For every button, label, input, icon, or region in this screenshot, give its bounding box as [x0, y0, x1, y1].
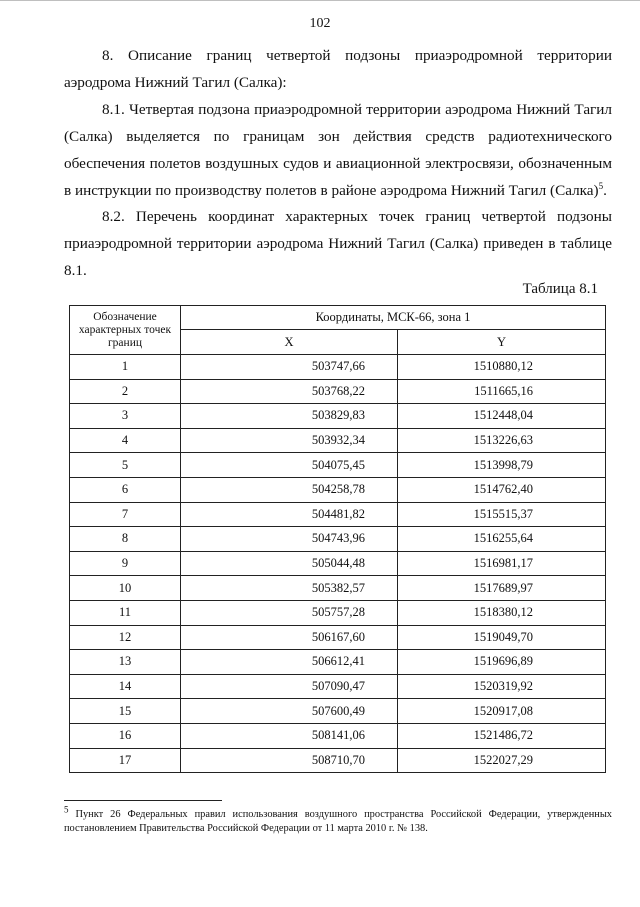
table-row — [70, 477, 606, 502]
cell-y: 1521486,72 — [398, 723, 606, 748]
cell-x: 503747,66 — [181, 355, 398, 380]
cell-x: 503829,83 — [181, 404, 398, 429]
header-y: Y — [398, 330, 606, 355]
table-row — [70, 723, 606, 748]
cell-y: 1516255,64 — [398, 527, 606, 552]
table-row — [70, 600, 606, 625]
cell-x: 508141,06 — [181, 723, 398, 748]
paragraph-8-heading — [64, 42, 612, 96]
paragraph-tail: . — [603, 182, 607, 199]
cell-y: 1520917,08 — [398, 699, 606, 724]
table-row — [70, 428, 606, 453]
table-body — [70, 355, 606, 773]
cell-point-number: 8 — [70, 527, 181, 552]
paragraph-text: 8.2. Перечень координат характерных точек границ четвертой подзоны приаэродромной территории аэродрома Нижний Тагил (Салка) приведен в таблице 8.1. — [64, 208, 612, 279]
coordinates-table — [69, 305, 606, 773]
table-row — [70, 453, 606, 478]
page-number: 102 — [309, 16, 331, 31]
cell-y: 1518380,12 — [398, 600, 606, 625]
table-row — [70, 650, 606, 675]
cell-x: 504481,82 — [181, 502, 398, 527]
cell-y: 1513998,79 — [398, 453, 606, 478]
cell-y: 1520319,92 — [398, 674, 606, 699]
paragraph-text: 8.1. Четвертая подзона приаэродромной территории аэродрома Нижний Тагил (Салка) выделяется по границам зон действия средств радиотехнического обеспечения полетов воздушных судов и авиационной электросвязи, обозначенным в инструкции по производству полетов в районе аэродрома Нижний Тагил (Салка) — [64, 101, 612, 199]
cell-x: 508710,70 — [181, 748, 398, 773]
paragraph-8-2 — [64, 203, 612, 284]
cell-y: 1511665,16 — [398, 379, 606, 404]
cell-point-number: 1 — [70, 355, 181, 380]
table-row — [70, 527, 606, 552]
header-x: X — [181, 330, 398, 355]
cell-point-number: 4 — [70, 428, 181, 453]
table-row — [70, 625, 606, 650]
cell-y: 1519049,70 — [398, 625, 606, 650]
cell-point-number: 15 — [70, 699, 181, 724]
cell-y: 1516981,17 — [398, 551, 606, 576]
cell-point-number: 10 — [70, 576, 181, 601]
cell-point-number: 9 — [70, 551, 181, 576]
table-row — [70, 748, 606, 773]
cell-y: 1522027,29 — [398, 748, 606, 773]
table-row — [70, 576, 606, 601]
cell-y: 1513226,63 — [398, 428, 606, 453]
cell-point-number: 7 — [70, 502, 181, 527]
cell-point-number: 2 — [70, 379, 181, 404]
cell-x: 504743,96 — [181, 527, 398, 552]
cell-point-number: 17 — [70, 748, 181, 773]
table-row — [70, 674, 606, 699]
table-row — [70, 379, 606, 404]
header-point-designation: Обозначение характерных точек границ — [70, 306, 181, 355]
cell-x: 506167,60 — [181, 625, 398, 650]
cell-y: 1512448,04 — [398, 404, 606, 429]
table-row — [70, 404, 606, 429]
cell-point-number: 3 — [70, 404, 181, 429]
cell-y: 1519696,89 — [398, 650, 606, 675]
cell-x: 507090,47 — [181, 674, 398, 699]
cell-point-number: 16 — [70, 723, 181, 748]
cell-x: 503932,34 — [181, 428, 398, 453]
footnote-reference[interactable]: 5 — [598, 180, 604, 191]
cell-x: 503768,22 — [181, 379, 398, 404]
table-row — [70, 502, 606, 527]
cell-point-number: 14 — [70, 674, 181, 699]
cell-y: 1510880,12 — [398, 355, 606, 380]
cell-x: 506612,41 — [181, 650, 398, 675]
cell-y: 1514762,40 — [398, 477, 606, 502]
cell-point-number: 5 — [70, 453, 181, 478]
table-row — [70, 699, 606, 724]
footnote-marker: 5 — [64, 804, 69, 815]
cell-x: 507600,49 — [181, 699, 398, 724]
cell-x: 504075,45 — [181, 453, 398, 478]
cell-point-number: 12 — [70, 625, 181, 650]
cell-x: 504258,78 — [181, 477, 398, 502]
cell-x: 505757,28 — [181, 600, 398, 625]
table-row — [70, 551, 606, 576]
paragraph-8-1 — [64, 96, 612, 204]
footnote — [64, 804, 612, 836]
header-coordinates: Координаты, МСК-66, зона 1 — [181, 306, 606, 330]
cell-x: 505382,57 — [181, 576, 398, 601]
footnote-separator — [64, 800, 222, 801]
table-caption: Таблица 8.1 — [522, 281, 598, 297]
cell-y: 1515515,37 — [398, 502, 606, 527]
cell-point-number: 13 — [70, 650, 181, 675]
footnote-text: Пункт 26 Федеральных правил использования воздушного пространства Российской Федерации, утвержденных постановлением Правительства Российской Федерации от 11 марта 2010 г. № 138. — [64, 809, 612, 834]
cell-point-number: 6 — [70, 477, 181, 502]
table-row — [70, 355, 606, 380]
cell-point-number: 11 — [70, 600, 181, 625]
cell-y: 1517689,97 — [398, 576, 606, 601]
cell-x: 505044,48 — [181, 551, 398, 576]
paragraph-text: 8. Описание границ четвертой подзоны приаэродромной территории аэродрома Нижний Тагил (Салка): — [64, 47, 612, 91]
page-top-border — [0, 0, 640, 1]
